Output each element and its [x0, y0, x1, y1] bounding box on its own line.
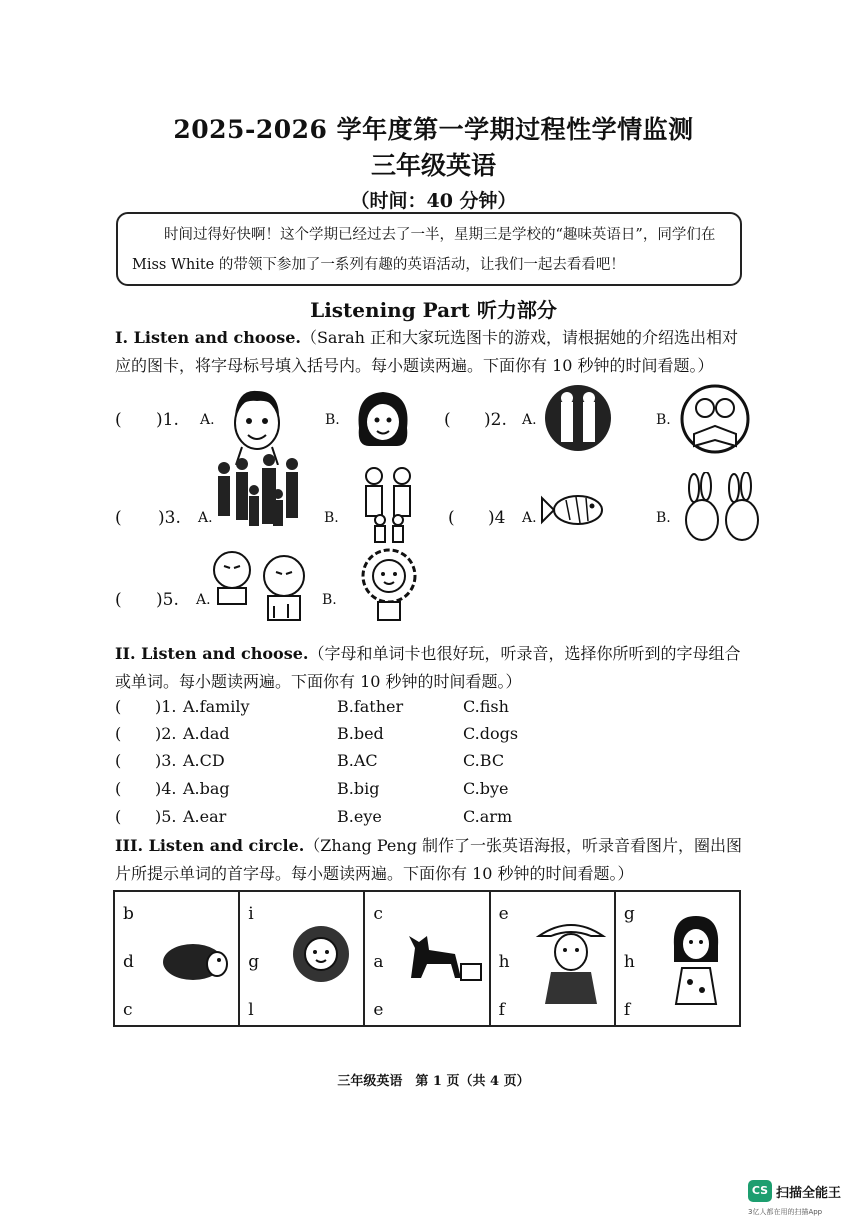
letter-option[interactable]: f: [623, 1000, 631, 1020]
letter-option[interactable]: c: [373, 904, 383, 924]
option-a: A.family: [183, 697, 250, 716]
letter-option[interactable]: e: [373, 1000, 384, 1020]
option-c: C.bye: [463, 779, 509, 798]
section2-row: [115, 807, 735, 833]
section1-instruction: [115, 324, 750, 380]
letter-option[interactable]: h: [498, 952, 510, 972]
intro-box: [116, 212, 742, 286]
answer-paren[interactable]: (: [115, 807, 122, 826]
letter-option[interactable]: e: [498, 904, 509, 924]
letter-option[interactable]: g: [248, 952, 260, 972]
item-number: )5.: [156, 590, 179, 610]
letter-option[interactable]: b: [123, 904, 134, 924]
section3-poster-grid: [113, 890, 741, 1027]
item-number: )2.: [484, 410, 507, 430]
poster-cell: [491, 892, 616, 1025]
option-b-label: B.: [325, 412, 340, 428]
option-c: C.arm: [463, 807, 513, 826]
children-reading-icon: [680, 384, 750, 454]
rabbits-icon: [684, 472, 764, 546]
exam-time: （时间：40 分钟）: [350, 190, 517, 212]
answer-paren[interactable]: (: [444, 410, 451, 430]
option-c: C.dogs: [463, 724, 519, 743]
lion-icon: [358, 548, 420, 624]
item-number: )4: [488, 508, 506, 528]
option-b: B.bed: [337, 724, 384, 743]
woman-face-icon: [353, 388, 413, 450]
letter-option[interactable]: i: [248, 904, 254, 924]
letter-option[interactable]: g: [623, 904, 635, 924]
lion-icon: [290, 922, 352, 986]
exam-subtitle: 三年级英语: [370, 151, 496, 180]
item-number: )3.: [155, 751, 177, 770]
intro-text: 时间过得好快啊！这个学期已经过去了一半，星期三是学校的“趣味英语日”，同学们在 Miss White 的带领下参加了一系列有趣的英语活动，让我们一起去看看吧！: [132, 227, 716, 273]
answer-paren[interactable]: (: [115, 410, 122, 430]
section2-row: [115, 697, 735, 723]
option-a: A.dad: [183, 724, 230, 743]
section1-instruction-text: （Sarah 正和大家玩选图卡的游戏，请根据她的介绍选出相对应的图卡，将字母标号填入括号内。每小题读两遍。下面你有 10 秒钟的时间看题。）: [115, 328, 739, 375]
answer-paren[interactable]: (: [115, 697, 122, 716]
option-b-label: B.: [324, 510, 339, 526]
option-a-label: A.: [200, 412, 215, 428]
answer-paren[interactable]: (: [115, 724, 122, 743]
option-b: B.AC: [337, 751, 378, 770]
option-c: C.BC: [463, 751, 505, 770]
cat-icon: [405, 928, 487, 984]
option-a: A.ear: [183, 807, 227, 826]
item-number: )3.: [158, 508, 181, 528]
app-logo-icon: CS: [748, 1180, 772, 1202]
letter-option[interactable]: a: [373, 952, 384, 972]
answer-paren[interactable]: (: [115, 508, 122, 528]
section2-row: [115, 724, 735, 750]
section2-heading: II. Listen and choose.: [115, 644, 309, 663]
small-family-icon: [360, 464, 418, 544]
scanner-watermark: [748, 1180, 858, 1224]
parents-circle-icon: [543, 382, 613, 454]
section2-row: [115, 779, 735, 805]
option-a-label: A.: [522, 412, 537, 428]
option-b-label: B.: [656, 510, 671, 526]
part-title: Listening Part 听力部分: [310, 298, 557, 322]
option-b-label: B.: [656, 412, 671, 428]
option-b: B.eye: [337, 807, 382, 826]
item-number: )5.: [155, 807, 177, 826]
poster-cell: [616, 892, 739, 1025]
exam-title: 2025-2026 学年度第一学期过程性学情监测: [173, 115, 694, 144]
poster-cell: [115, 892, 240, 1025]
girl-icon: [664, 912, 728, 1006]
option-a-label: A.: [522, 510, 537, 526]
item-number: )1.: [156, 410, 179, 430]
section2-row: [115, 751, 735, 777]
letter-option[interactable]: h: [623, 952, 635, 972]
letter-option[interactable]: d: [123, 952, 134, 972]
option-c: C.fish: [463, 697, 509, 716]
option-a-label: A.: [198, 510, 213, 526]
item-number: )2.: [155, 724, 177, 743]
section3-instruction-text: （Zhang Peng 制作了一张英语海报，听录音看图片，圈出图片所提示单词的首字母。每小题读两遍。下面你有 10 秒钟的时间看题。）: [115, 836, 743, 883]
option-a-label: A.: [196, 592, 211, 608]
letter-option[interactable]: l: [248, 1000, 254, 1020]
item-number: )1.: [155, 697, 177, 716]
option-b: B.big: [337, 779, 380, 798]
section2-instruction-text: （字母和单词卡也很好玩，听录音，选择你所听到的字母组合或单词。每小题读两遍。下面你有 10 秒钟的时间看题。）: [115, 644, 741, 691]
guinea-pig-icon: [159, 934, 231, 984]
fish-icon: [540, 488, 618, 532]
letter-option[interactable]: f: [498, 1000, 505, 1020]
answer-paren[interactable]: (: [115, 590, 122, 610]
answer-paren[interactable]: (: [115, 779, 122, 798]
tigers-icon: [204, 548, 314, 622]
app-name: 扫描全能王: [776, 1186, 842, 1201]
page-footer: 三年级英语 第 1 页（共 4 页）: [337, 1074, 530, 1089]
section2-instruction: [115, 640, 750, 696]
grandmother-icon: [531, 914, 611, 1006]
section3-heading: III. Listen and circle.: [115, 836, 305, 855]
letter-option[interactable]: c: [123, 1000, 133, 1020]
item-number: )4.: [155, 779, 177, 798]
option-b: B.father: [337, 697, 404, 716]
option-a: A.bag: [183, 779, 230, 798]
option-a: A.CD: [183, 751, 225, 770]
poster-cell: [240, 892, 365, 1025]
app-tagline: 3亿人都在用的扫描App: [748, 1208, 823, 1216]
answer-paren[interactable]: (: [448, 508, 455, 528]
section1-heading: I. Listen and choose.: [115, 328, 301, 347]
option-b-label: B.: [322, 592, 337, 608]
big-family-icon: [214, 450, 304, 542]
section3-instruction: [115, 832, 750, 888]
poster-cell: [365, 892, 490, 1025]
answer-paren[interactable]: (: [115, 751, 122, 770]
